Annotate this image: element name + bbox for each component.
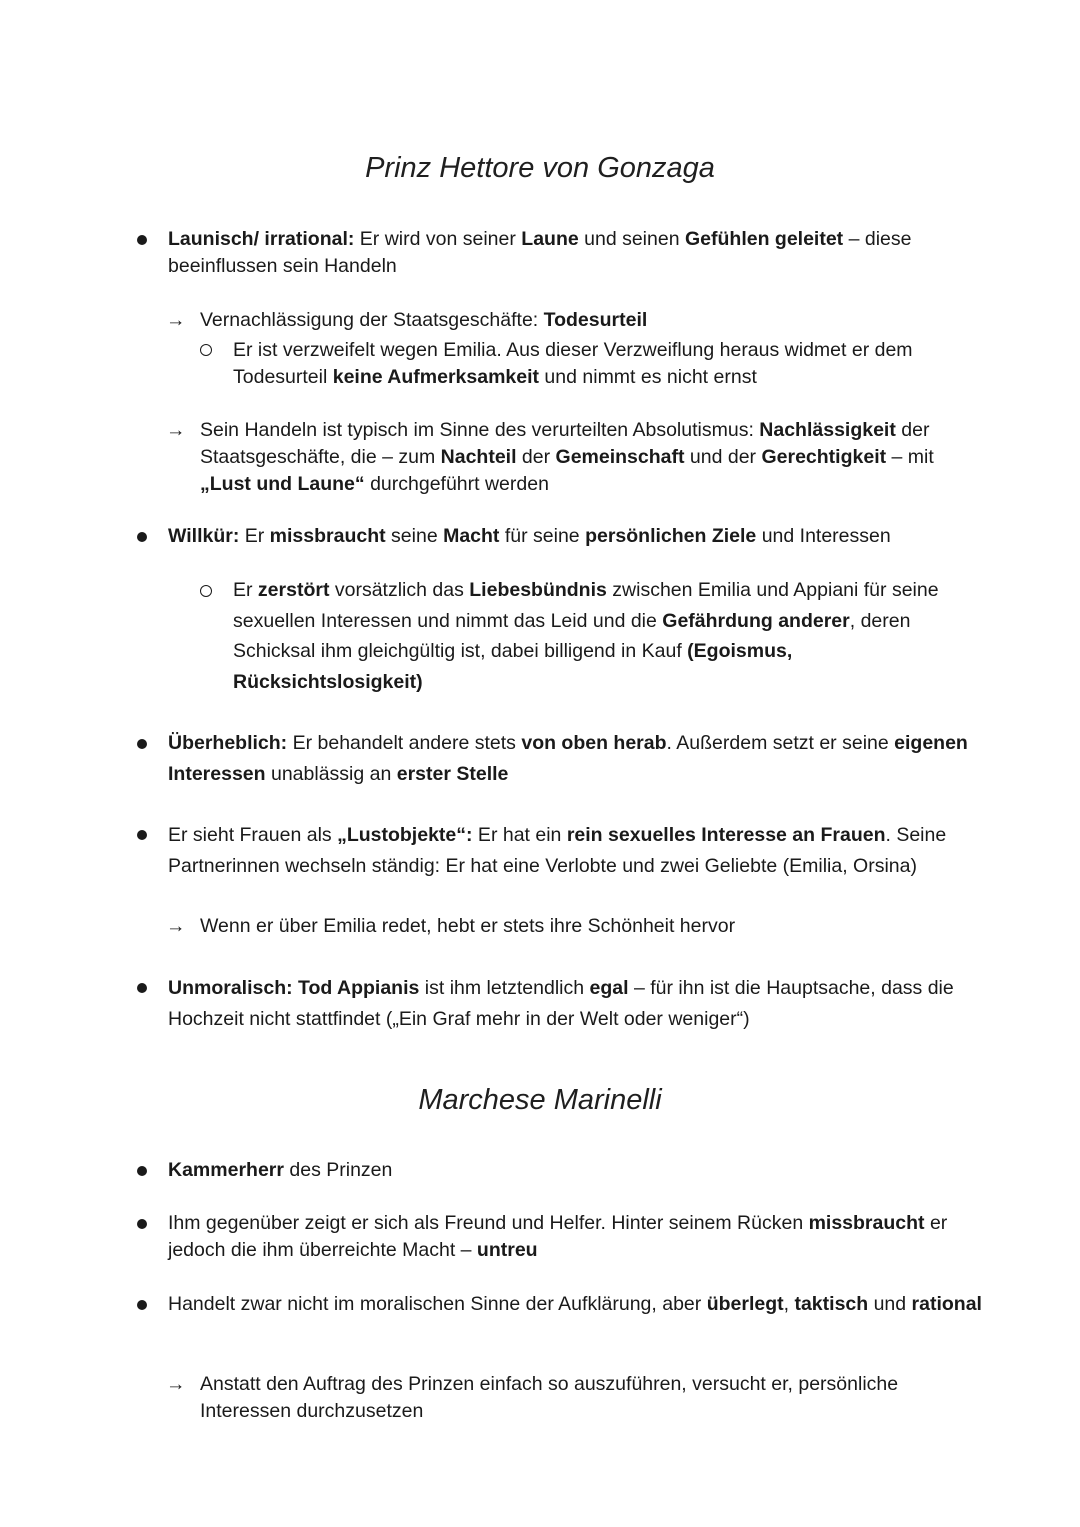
arrow-icon: →: [166, 419, 186, 441]
arrow-item: → Vernachlässigung der Staatsgeschäfte: Todesurteil: [166, 307, 966, 334]
arrow-icon: →: [166, 1373, 186, 1395]
sub-item: Er ist verzweifelt wegen Emilia. Aus dieser Verzweiflung heraus widmet er dem Todesurteil keine Aufmerksamkeit und nimmt es nicht ernst: [233, 339, 913, 388]
bullet-marker: [137, 739, 147, 749]
section-title: Prinz Hettore von Gonzaga: [365, 152, 715, 184]
bullet-marker: [137, 1300, 147, 1310]
bullet-marker: [137, 1219, 147, 1229]
arrow-item: → Anstatt den Auftrag des Prinzen einfach so auszuführen, versucht er, persönliche Interessen durchzusetzen: [166, 1373, 899, 1422]
bullet-marker: [137, 532, 147, 542]
bullet-marker: [137, 830, 147, 840]
bullet-item: Kammerherr des Prinzen: [168, 1159, 393, 1181]
bullet-item: Willkür: Er missbraucht seine Macht für seine persönlichen Ziele und Interessen: [168, 525, 891, 547]
bullet-item: Unmoralisch: Tod Appianis ist ihm letztendlich egal – für ihn ist die Hauptsache, dass die Hochzeit nicht stattfindet („Ein Graf mehr in der Welt oder weniger“): [168, 977, 954, 1030]
bullet-marker: [137, 235, 147, 245]
bullet-item: Handelt zwar nicht im moralischen Sinne der Aufklärung, aber überlegt, taktisch und rational: [168, 1293, 982, 1315]
arrow-icon: →: [166, 915, 186, 937]
bullet-item: Überheblich: Er behandelt andere stets von oben herab. Außerdem setzt er seine eigenen Interessen unablässig an erster Stelle: [168, 732, 968, 785]
sub-bullet-marker: [200, 585, 212, 597]
arrow-item: → Wenn er über Emilia redet, hebt er stets ihre Schönheit hervor: [166, 913, 966, 940]
sub-bullet-marker: [200, 344, 212, 356]
section-title: Marchese Marinelli: [418, 1084, 662, 1116]
arrow-item: → Sein Handeln ist typisch im Sinne des verurteilten Absolutismus: Nachlässigkeit der Staatsgeschäfte, die – zum Nachteil der Gemeinschaft und der Gerechtigkeit – mit „Lust und Laune“ durchgeführt werden: [166, 419, 934, 495]
arrow-icon: →: [166, 309, 186, 331]
bullet-item: Er sieht Frauen als „Lustobjekte“: Er hat ein rein sexuelles Interesse an Frauen. Seine Partnerinnen wechseln ständig: Er hat eine Verlobte und zwei Geliebte (Emilia, Orsina): [168, 824, 947, 877]
sub-item: Er zerstört vorsätzlich das Liebesbündnis zwischen Emilia und Appiani für seine sexuellen Interessen und nimmt das Leid und die Gefährdung anderer, deren Schicksal ihm gleichgültig ist, dabei billigend in Kauf (Egoismus, Rücksichtslosigkeit): [233, 579, 939, 693]
bullet-marker: [137, 983, 147, 993]
bullet-marker: [137, 1166, 147, 1176]
bullet-item: Launisch/ irrational: Er wird von seiner Laune und seinen Gefühlen geleitet – diese beeinflussen sein Handeln: [168, 228, 912, 277]
bullet-item: Ihm gegenüber zeigt er sich als Freund und Helfer. Hinter seinem Rücken missbraucht er jedoch die ihm überreichte Macht – untreu: [168, 1212, 948, 1261]
